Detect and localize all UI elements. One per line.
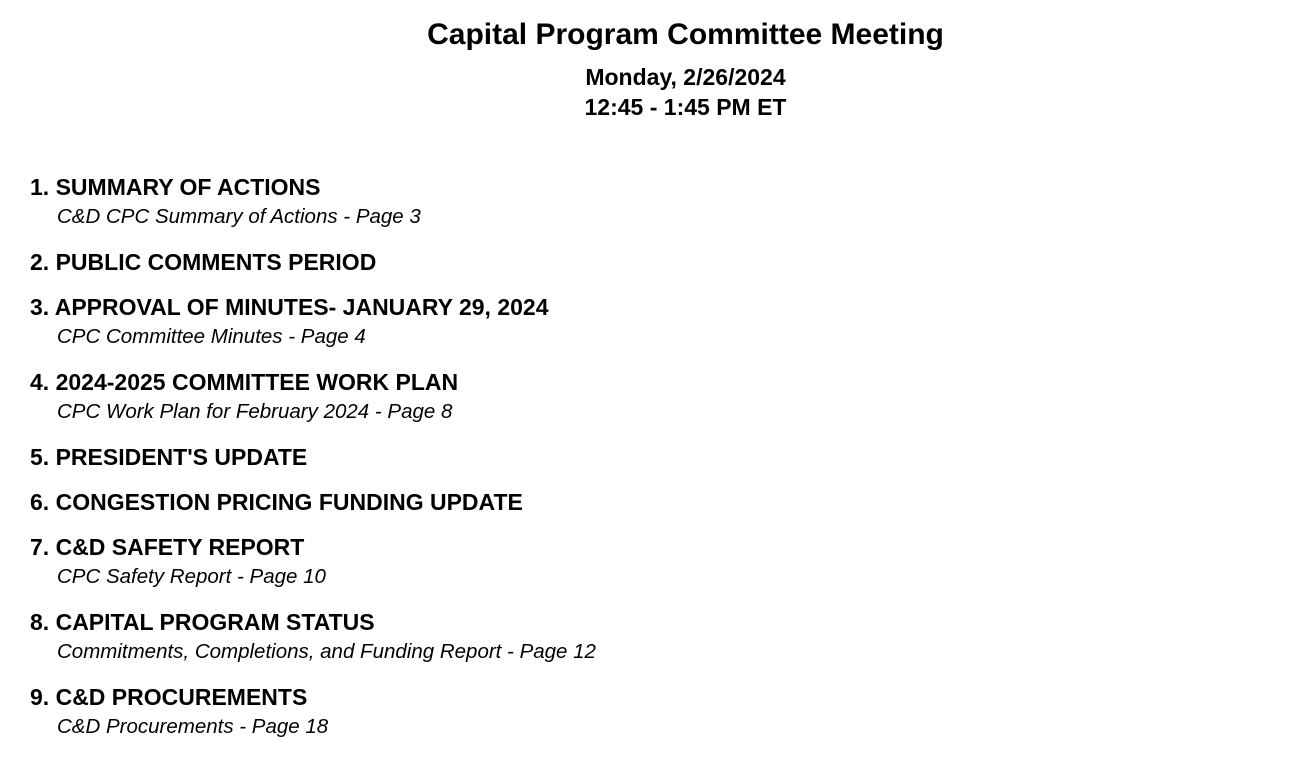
- agenda-item-heading: PUBLIC COMMENTS PERIOD: [55, 249, 377, 275]
- agenda-item-8: [30, 607, 1230, 667]
- agenda-item-reference: CPC Safety Report - Page 10: [57, 565, 326, 588]
- agenda-item-number: 2.: [30, 249, 50, 275]
- agenda-item-number: 5.: [30, 444, 50, 470]
- agenda-item-title: [30, 172, 1230, 202]
- agenda-item-title: [30, 532, 1230, 562]
- page-title: Capital Program Committee Meeting: [427, 18, 944, 51]
- agenda-item-title: [30, 247, 1230, 277]
- agenda-item-5: [30, 442, 1230, 472]
- agenda-item-title: [30, 367, 1230, 397]
- agenda-item-heading: APPROVAL OF MINUTES- JANUARY 29, 2024: [54, 294, 549, 320]
- agenda-item-number: 7.: [30, 534, 50, 560]
- agenda-item-number: 8.: [30, 609, 50, 635]
- agenda-item-reference: CPC Work Plan for February 2024 - Page 8: [57, 400, 453, 423]
- agenda-item-4: [30, 367, 1230, 427]
- agenda-item-heading: CAPITAL PROGRAM STATUS: [55, 609, 375, 635]
- agenda-item-7: [30, 532, 1230, 592]
- agenda-item-title: [30, 607, 1230, 637]
- agenda-item-heading: PRESIDENT'S UPDATE: [55, 444, 308, 470]
- agenda-item-title: [30, 682, 1230, 712]
- agenda-item-title: [30, 442, 1230, 472]
- agenda-item-reference: C&D Procurements - Page 18: [57, 715, 329, 738]
- agenda-item-heading: C&D SAFETY REPORT: [55, 534, 305, 560]
- agenda-item-reference: CPC Committee Minutes - Page 4: [57, 325, 366, 348]
- agenda-item-number: 1.: [30, 174, 50, 200]
- agenda-item-number: 4.: [30, 369, 50, 395]
- agenda-item-reference: Commitments, Completions, and Funding Report - Page 12: [57, 640, 596, 663]
- agenda-item-1: [30, 172, 1230, 232]
- agenda-item-heading: C&D PROCUREMENTS: [55, 684, 308, 710]
- agenda-item-number: 9.: [30, 684, 50, 710]
- agenda-item-2: [30, 247, 1230, 277]
- meeting-date: Monday, 2/26/2024: [585, 64, 786, 90]
- agenda-item-heading: 2024-2025 COMMITTEE WORK PLAN: [55, 369, 459, 395]
- agenda-item-number: 3.: [30, 294, 50, 320]
- agenda-item-title: [30, 292, 1230, 322]
- agenda-item-9: [30, 682, 1230, 742]
- agenda-item-heading: SUMMARY OF ACTIONS: [55, 174, 321, 200]
- agenda-item-6: [30, 487, 1230, 517]
- agenda-item-number: 6.: [30, 489, 50, 515]
- agenda-item-reference: C&D CPC Summary of Actions - Page 3: [57, 205, 421, 228]
- meeting-time: 12:45 - 1:45 PM ET: [584, 94, 787, 120]
- agenda-item-3: [30, 292, 1230, 352]
- agenda-item-heading: CONGESTION PRICING FUNDING UPDATE: [55, 489, 523, 515]
- agenda-item-title: [30, 487, 1230, 517]
- agenda-list: [30, 172, 1230, 742]
